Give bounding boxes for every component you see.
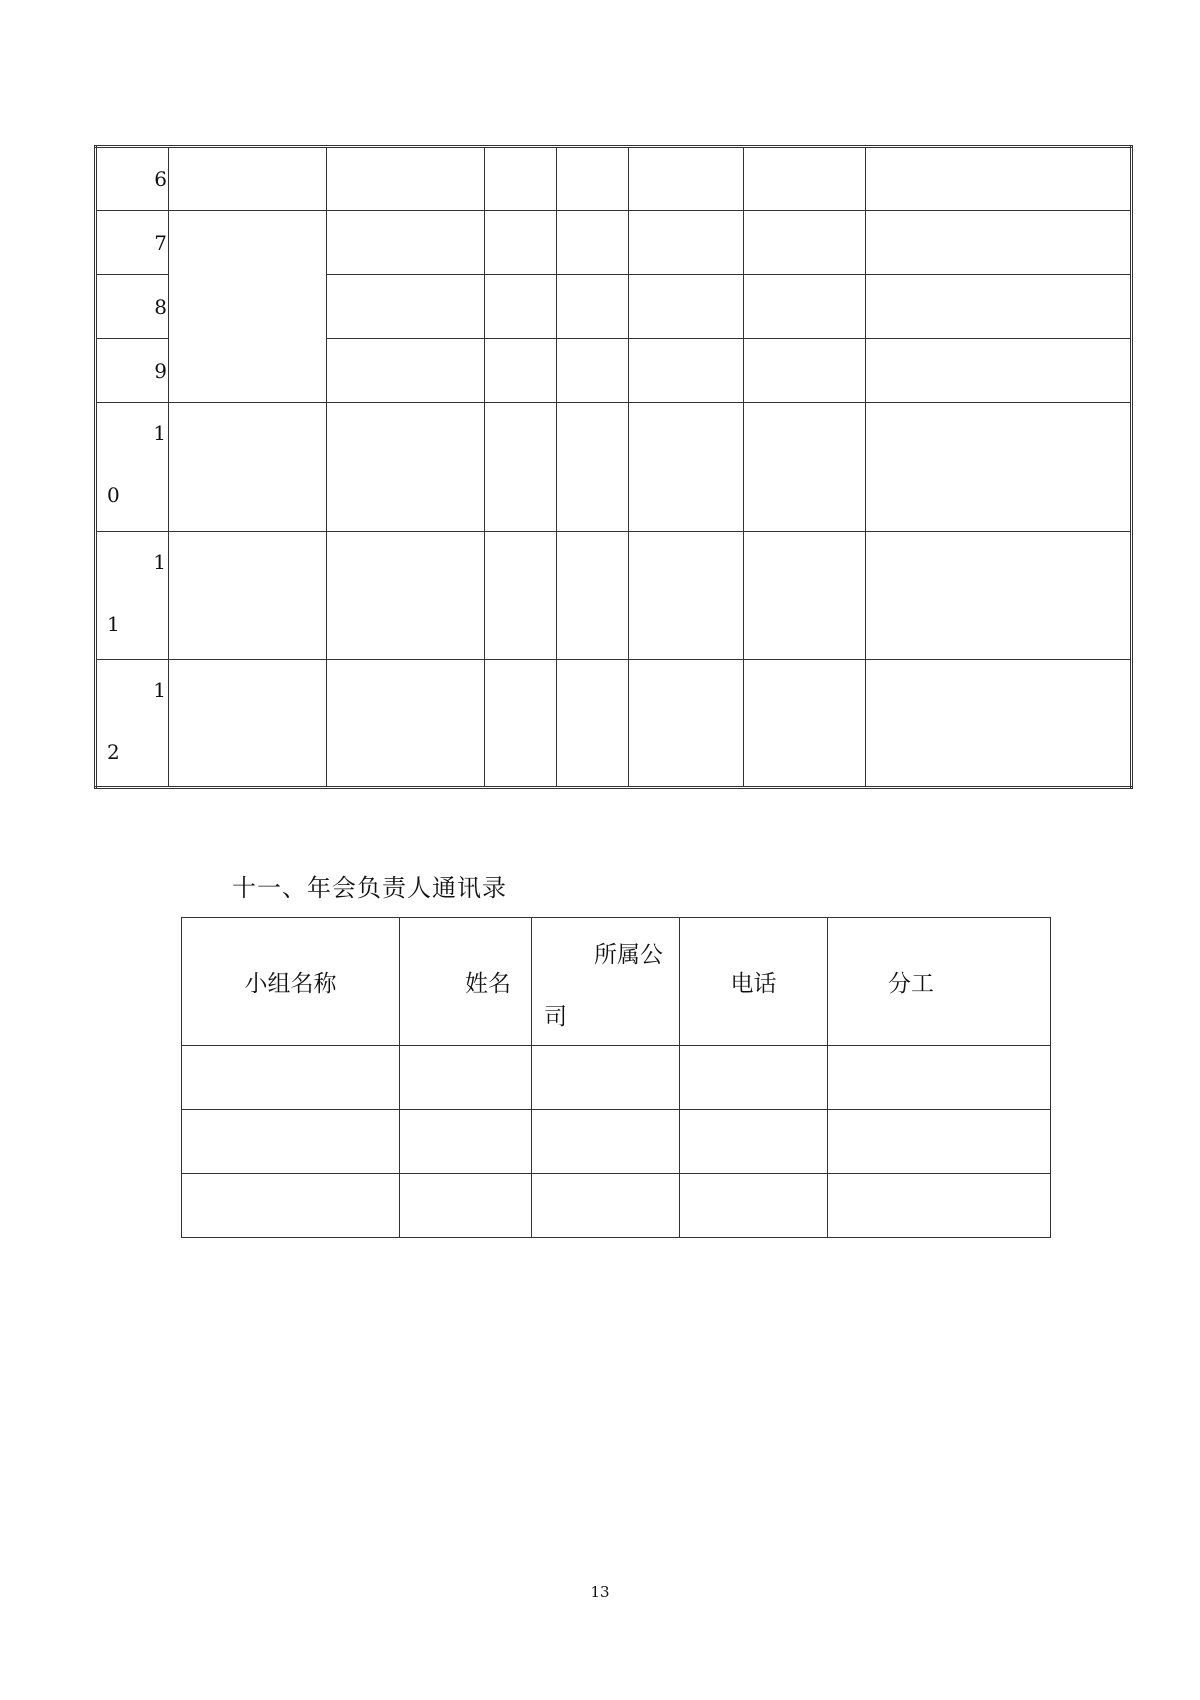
merged-cell — [169, 211, 327, 403]
row-number-digit: 1 — [153, 421, 166, 446]
table-row — [96, 147, 1132, 211]
row-number-cell — [96, 339, 169, 403]
table-cell — [744, 211, 866, 275]
table-cell — [327, 275, 485, 339]
table-row — [96, 531, 1132, 659]
table-cell — [169, 403, 327, 531]
table-cell — [557, 531, 629, 659]
table-cell — [744, 147, 866, 211]
table-row — [96, 211, 1132, 275]
section-title: 十一、年会负责人通讯录 — [232, 874, 507, 902]
table-cell — [557, 211, 629, 275]
page-number: 13 — [590, 1583, 610, 1601]
table-cell — [866, 659, 1132, 787]
row-number-digit: 1 — [153, 677, 166, 702]
table-cell — [169, 147, 327, 211]
header-name: 姓名 — [400, 918, 532, 1046]
table-cell — [557, 339, 629, 403]
table-cell — [629, 403, 744, 531]
table-cell — [327, 403, 485, 531]
table-cell — [485, 147, 557, 211]
table-cell — [744, 531, 866, 659]
table-cell — [327, 659, 485, 787]
table-cell — [866, 275, 1132, 339]
table-cell — [485, 339, 557, 403]
table-cell — [557, 659, 629, 787]
row-number: 7 — [154, 230, 167, 255]
table-cell — [327, 339, 485, 403]
table-cell — [485, 211, 557, 275]
table-cell — [629, 659, 744, 787]
table-cell — [485, 275, 557, 339]
row-number-cell — [96, 403, 169, 531]
phone-cell — [680, 1174, 828, 1238]
table-header-row — [182, 918, 1051, 1046]
row-number-digit: 0 — [107, 483, 120, 508]
row-number-cell — [96, 147, 169, 211]
row-number-cell — [96, 531, 169, 659]
row-number-cell — [96, 659, 169, 787]
company-cell — [532, 1174, 680, 1238]
row-number — [97, 660, 168, 786]
table-cell — [866, 147, 1132, 211]
table-row — [96, 403, 1132, 531]
contacts-table — [181, 917, 1051, 1238]
name-cell — [400, 1110, 532, 1174]
row-number-cell — [96, 275, 169, 339]
table-cell — [629, 147, 744, 211]
row-number: 9 — [154, 358, 167, 383]
name-cell — [400, 1046, 532, 1110]
table-cell — [744, 403, 866, 531]
header-company-line: 司 — [544, 1004, 567, 1030]
table-cell — [744, 339, 866, 403]
table-cell — [866, 339, 1132, 403]
duty-cell — [828, 1046, 1051, 1110]
header-company-line: 所属公 — [594, 942, 663, 968]
header-company — [532, 918, 680, 1046]
row-number: 8 — [154, 294, 167, 319]
duty-cell — [828, 1174, 1051, 1238]
row-number-digit: 1 — [153, 549, 166, 574]
group-cell — [182, 1046, 400, 1110]
header-duty: 分工 — [828, 918, 1051, 1046]
row-number-cell — [96, 211, 169, 275]
row-number — [97, 403, 168, 530]
header-group-name: 小组名称 — [182, 918, 400, 1046]
table-cell — [557, 275, 629, 339]
company-cell — [532, 1110, 680, 1174]
table-cell — [629, 531, 744, 659]
group-cell — [182, 1110, 400, 1174]
row-number-digit: 1 — [107, 611, 120, 636]
table-cell — [866, 531, 1132, 659]
row-number: 6 — [154, 167, 167, 192]
name-cell — [400, 1174, 532, 1238]
table-cell — [327, 147, 485, 211]
phone-cell — [680, 1110, 828, 1174]
table-cell — [866, 403, 1132, 531]
table-cell — [327, 211, 485, 275]
table-cell — [169, 659, 327, 787]
table-cell — [557, 147, 629, 211]
table-cell — [629, 339, 744, 403]
table-cell — [485, 403, 557, 531]
table-row — [96, 659, 1132, 787]
phone-cell — [680, 1046, 828, 1110]
table-cell — [866, 211, 1132, 275]
table-cell — [557, 403, 629, 531]
header-phone: 电话 — [680, 918, 828, 1046]
row-number — [97, 532, 168, 659]
table-row — [182, 1174, 1051, 1238]
table-cell — [629, 211, 744, 275]
table-cell — [485, 531, 557, 659]
table-cell — [327, 531, 485, 659]
table-row — [182, 1046, 1051, 1110]
table-cell — [744, 659, 866, 787]
group-cell — [182, 1174, 400, 1238]
company-cell — [532, 1046, 680, 1110]
table-row — [182, 1110, 1051, 1174]
schedule-table-continued — [94, 145, 1133, 789]
table-cell — [485, 659, 557, 787]
table-cell — [629, 275, 744, 339]
table-cell — [169, 531, 327, 659]
table-cell — [744, 275, 866, 339]
duty-cell — [828, 1110, 1051, 1174]
row-number-digit: 2 — [107, 739, 120, 764]
